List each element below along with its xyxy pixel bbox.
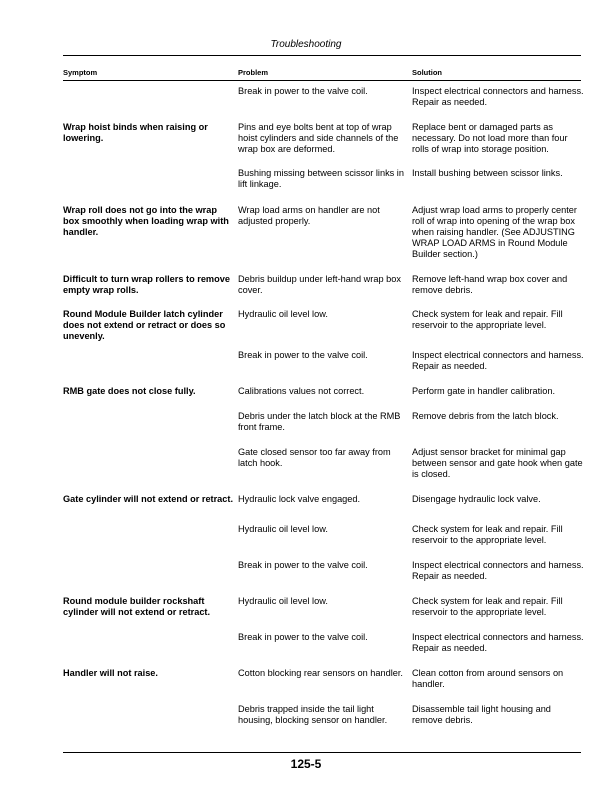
table-row-problem: Hydraulic lock valve engaged. [238,494,361,504]
table-row-problem: Bushing missing between scissor links in lift linkage. [238,168,404,189]
table-row-problem: Debris buildup under left-hand wrap box cover. [238,274,401,295]
column-header-symptom: Symptom [63,68,98,77]
table-header-divider [63,80,581,81]
table-row-solution: Disassemble tail light housing and remove debris. [412,704,551,725]
column-header-solution: Solution [412,68,442,77]
table-row-solution: Disengage hydraulic lock valve. [412,494,541,504]
table-row-problem: Break in power to the valve coil. [238,560,368,570]
table-row-problem: Debris under the latch block at the RMB front frame. [238,411,401,432]
table-row-problem: Break in power to the valve coil. [238,632,368,642]
table-row-symptom: Wrap hoist binds when raising or lowering. [63,122,208,143]
table-row-solution: Remove debris from the latch block. [412,411,559,421]
table-row-solution: Adjust wrap load arms to properly center roll of wrap into opening of the wrap box when raising handler. (See ADJUSTING WRAP LOAD ARMS in Round Module Builder section.) [412,205,577,259]
table-row-symptom: Difficult to turn wrap rollers to remove empty wrap rolls. [63,274,230,295]
running-head: Troubleshooting [270,39,342,50]
table-row-solution: Clean cotton from around sensors on handler. [412,668,564,689]
table-row-solution: Inspect electrical connectors and harness. Repair as needed. [412,632,584,653]
footer-divider [63,752,581,753]
table-row-symptom: RMB gate does not close fully. [63,386,196,396]
table-row-solution: Check system for leak and repair. Fill reservoir to the appropriate level. [412,596,563,617]
table-row-symptom: Handler will not raise. [63,668,158,678]
table-row-symptom: Wrap roll does not go into the wrap box smoothly when loading wrap with handler. [63,205,229,237]
table-row-problem: Calibrations values not correct. [238,386,365,396]
table-row-solution: Inspect electrical connectors and harness. Repair as needed. [412,350,584,371]
table-row-problem: Wrap load arms on handler are not adjusted properly. [238,205,380,226]
header-divider [63,55,581,56]
table-row-problem: Pins and eye bolts bent at top of wrap hoist cylinders and side channels of the wrap box are deformed. [238,122,399,154]
table-row-solution: Remove left-hand wrap box cover and remove debris. [412,274,568,295]
table-row-problem: Break in power to the valve coil. [238,86,368,96]
page-number: 125-5 [290,757,322,771]
column-header-problem: Problem [238,68,269,77]
table-row-problem: Hydraulic oil level low. [238,596,328,606]
table-row-problem: Hydraulic oil level low. [238,524,328,534]
table-row-solution: Perform gate in handler calibration. [412,386,555,396]
table-row-problem: Gate closed sensor too far away from latch hook. [238,447,391,468]
table-row-symptom: Round Module Builder latch cylinder does not extend or retract or does so unevenly. [63,309,226,341]
table-row-problem: Hydraulic oil level low. [238,309,328,319]
table-row-solution: Check system for leak and repair. Fill reservoir to the appropriate level. [412,309,563,330]
table-row-symptom: Round module builder rockshaft cylinder will not extend or retract. [63,596,211,617]
table-row-problem: Break in power to the valve coil. [238,350,368,360]
table-row-problem: Cotton blocking rear sensors on handler. [238,668,403,678]
table-row-solution: Adjust sensor bracket for minimal gap between sensor and gate hook when gate is closed. [412,447,583,479]
table-row-solution: Install bushing between scissor links. [412,168,563,178]
table-row-solution: Check system for leak and repair. Fill reservoir to the appropriate level. [412,524,563,545]
table-row-solution: Inspect electrical connectors and harness. Repair as needed. [412,560,584,581]
table-row-symptom: Gate cylinder will not extend or retract. [63,494,234,504]
table-row-solution: Inspect electrical connectors and harness. Repair as needed. [412,86,584,107]
table-row-problem: Debris trapped inside the tail light housing, blocking sensor on handler. [238,704,388,725]
table-row-solution: Replace bent or damaged parts as necessary. Do not load more than four rolls of wrap into storage position. [412,122,568,154]
